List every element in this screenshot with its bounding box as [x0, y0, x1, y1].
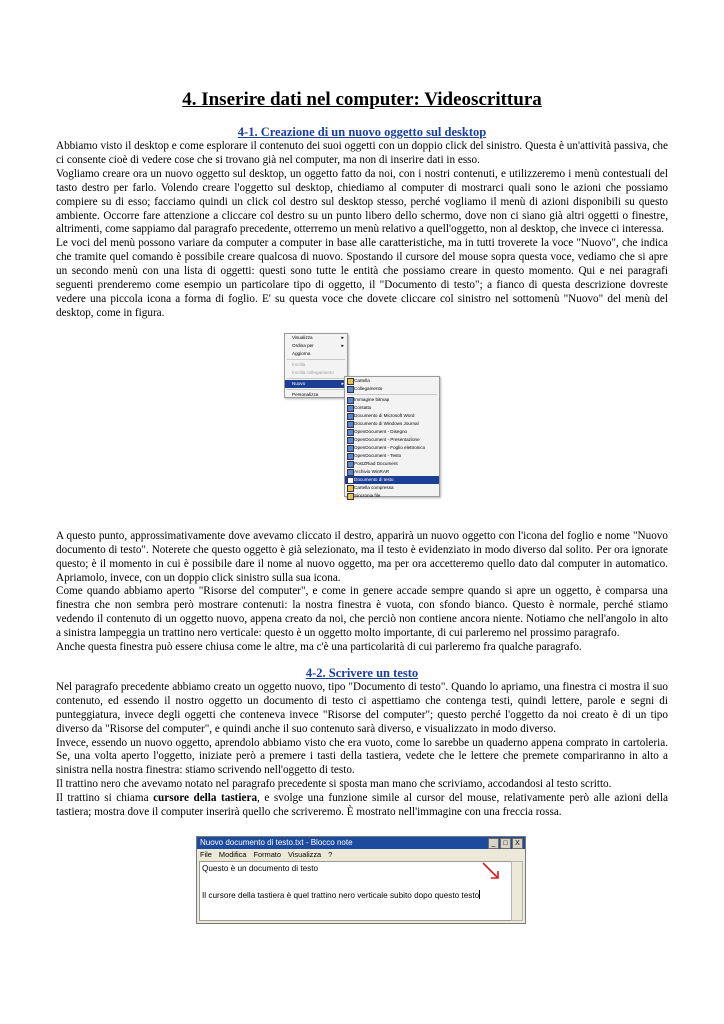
menu-item-personalizza[interactable]: Personalizza: [292, 391, 319, 397]
paragraph: Come quando abbiamo aperto "Risorse del computer", e come in genere accade sempre quando si apre un oggetto, è comparsa una finestra che non sembra però mostrare contenuti: la nostra finestra è vuota, con sfondo bianco. Questo è normale, perché stiamo vedendo il contenuto di un oggetto nuovo, appena creato da noi, che perciò non contiene ancora niente. Notiamo che nell'angolo in alto a sinistra lampeggia un trattino nero verticale: questo è un oggetto molto importante, di cui parleremo nel prossimo paragrafo.: [56, 585, 668, 640]
paragraph: Il trattino nero che avevamo notato nel paragrafo precedente si sposta man mano che scriviamo, accodandosi al testo scritto.: [56, 778, 612, 791]
submenu-item-collegamento[interactable]: Collegamento: [345, 385, 439, 393]
sync-icon: [347, 493, 354, 500]
window-title: Nuovo documento di testo.txt - Blocco note: [200, 838, 353, 847]
menu-separator: [287, 389, 345, 390]
submenu-item-cartella-compressa[interactable]: Cartella compressa: [345, 484, 439, 492]
menu-file[interactable]: File: [200, 850, 212, 859]
menu-help[interactable]: ?: [328, 850, 333, 859]
submenu-arrow-icon: ▸: [341, 334, 344, 341]
menu-separator: [287, 359, 345, 360]
menu-item-aggiorna[interactable]: Aggiorna: [292, 350, 311, 356]
submenu-item-documento-testo[interactable]: Documento di testo: [345, 476, 439, 484]
maximize-button[interactable]: □: [500, 838, 511, 849]
section-heading-4-2[interactable]: 4-2. Scrivere un testo: [305, 665, 419, 680]
context-menu-figure: [56, 330, 668, 516]
submenu-item-cartella[interactable]: Cartella: [345, 377, 439, 385]
submenu-item-od-foglio[interactable]: OpenDocument - Foglio elettronico: [345, 444, 439, 452]
menu-modifica[interactable]: Modifica: [218, 850, 247, 859]
notepad-figure: [56, 836, 668, 926]
paragraph: Invece, essendo un nuovo oggetto, aprendolo abbiamo visto che era vuoto, come lo sarebbe un quaderno appena comprato in cartoleria. Se, una volta aperto l'oggetto, iniziate però a premere i tasti della tastiera, vedete che le lettere che premete compariranno in alto a sinistra nella nostra finestra: stiamo scrivendo nell'oggetto di testo.: [56, 736, 668, 777]
paragraph: Nel paragrafo precedente abbiamo creato un oggetto nuovo, tipo "Documento di testo". Quando lo apriamo, una finestra ci mostra il suo contenuto, ed essendo il nostro oggetto un documento di testo ci aspettiamo che contenga testi, quindi lettere, parole e segni di punteggiatura, invece degli oggetti che conteneva invece "Risorse del computer"; questo perché l'oggetto da noi creato è di un tipo diverso da "Risorse del computer", e quindi anche il suo contenuto sarà diverso, e visualizzato in modo diverso.: [56, 680, 668, 735]
notepad-menu-bar: [197, 849, 525, 860]
submenu-item-od-testo[interactable]: OpenDocument - Testo: [345, 452, 439, 460]
menu-item-incolla-collegamento: Incolla collegamento: [292, 369, 334, 375]
menu-item-visualizza[interactable]: Visualizza ▸: [292, 334, 344, 341]
minimize-button[interactable]: _: [488, 838, 499, 849]
submenu-item-word[interactable]: Documento di Microsoft Word: [345, 412, 439, 420]
page-title: 4. Inserire dati nel computer: Videoscrittura: [182, 89, 542, 110]
paragraph: Abbiamo visto il desktop e come esplorare il contenuto dei suoi oggetti con un doppio click del sinistro. Questa è un'attività passiva, che ci consente cioè di vedere cose che si trovano già nel computer, ma non di inserire dati in esso.: [56, 140, 668, 166]
submenu-item-sincronia[interactable]: Sincronia file: [345, 492, 439, 500]
vertical-scrollbar[interactable]: [511, 861, 523, 921]
nuovo-submenu: [344, 376, 440, 497]
notepad-text-area[interactable]: [199, 861, 513, 921]
red-arrow-icon: [481, 861, 503, 883]
menu-visualizza[interactable]: Visualizza: [287, 850, 322, 859]
submenu-item-postzriad[interactable]: PostZRiad Document: [345, 460, 439, 468]
shortcut-icon: [347, 386, 354, 393]
text-line: Il cursore della tastiera è quel trattino nero verticale subito dopo questo testo: [202, 891, 480, 900]
paragraph: Anche questa finestra può essere chiusa come le altre, ma c'è una particolarità di cui parleremo fra qualche paragrafo.: [56, 641, 582, 654]
notepad-window: [196, 836, 526, 924]
menu-item-ordina[interactable]: Ordina per ▸: [292, 342, 344, 349]
document-page: [56, 88, 668, 926]
text-cursor: [479, 890, 480, 899]
menu-item-incolla: Incolla: [292, 361, 306, 367]
section-heading-4-1[interactable]: 4-1. Creazione di un nuovo oggetto sul desktop: [237, 125, 487, 139]
menu-separator: [347, 394, 437, 395]
submenu-item-contatto[interactable]: Contatto: [345, 404, 439, 412]
paragraph: Il trattino si chiama cursore della tastiera, e svolge una funzione simile al cursor del mouse, relativamente però alle azioni della tastiera; mostra dove il computer inserirà quello che scriveremo. È mostrato nell'immagine con una freccia rossa.: [56, 792, 668, 819]
keyword-bold: cursore della tastiera: [153, 792, 258, 805]
close-button[interactable]: X: [512, 838, 523, 849]
submenu-arrow-icon: ▸: [341, 380, 344, 387]
menu-formato[interactable]: Formato: [253, 850, 281, 859]
menu-item-nuovo[interactable]: Nuovo ▸: [285, 380, 347, 388]
submenu-item-bitmap[interactable]: Immagine bitmap: [345, 396, 439, 404]
paragraph: A questo punto, approssimativamente dove avevamo cliccato il destro, apparirà un nuovo oggetto con l'icona del foglio e nome "Nuovo documento di testo". Noterete che questo oggetto è già selezionato, ma il testo è evidenziato in modo diverso dal solito. Per ora ignorate questo; è il momento in cui è possibile dare il nome al nuovo oggetto, ma per ora accetteremo quello dato dal computer in automatico. Apriamolo, invece, con un doppio click sinistro sulla sua icona.: [56, 529, 668, 584]
submenu-arrow-icon: ▸: [341, 342, 344, 349]
menu-separator: [287, 378, 345, 379]
desktop-context-menu: [284, 333, 348, 398]
text-line: Questo è un documento di testo: [202, 864, 319, 873]
submenu-item-winrar[interactable]: Archivio WinRAR: [345, 468, 439, 476]
submenu-item-od-disegno[interactable]: OpenDocument - Disegno: [345, 428, 439, 436]
notepad-title-bar[interactable]: [197, 837, 525, 849]
submenu-item-od-presentazione[interactable]: OpenDocument - Presentazione: [345, 436, 439, 444]
paragraph: Vogliamo creare ora un nuovo oggetto sul desktop, un oggetto fatto da noi, con i nostri contenuti, e utilizzeremo i menù contestuali del tasto destro per farlo. Volendo creare l'oggetto sul desktop, chiediamo al computer di mostrarci quali sono le azioni che possiamo compiere su di esso; facciamo quindi un click col destro sul desktop stesso, perché vogliamo il menù di azioni disponibili su questo ambiente. Occorre fare attenzione a cliccare col destro su un punto libero dello schermo, dove non ci siano già altri oggetti o finestre, altrimenti, come sappiamo dal paragrafo precedente, otterremo un menù relativo a quell'oggetto, non al desktop, che invece ci interessa.: [56, 167, 668, 236]
paragraph: Le voci del menù possono variare da computer a computer in base alle caratteristiche, ma in tutti troverete la voce "Nuovo", che indica che tramite quel comando è possibile creare qualcosa di nuovo. Spostando il cursore del mouse sopra questa voce, vediamo che si apre un secondo menù con una lista di oggetti: questi sono tutte le entità che possiamo creare in questo momento. Qui e nei paragrafi seguenti prenderemo come esempio un particolare tipo di oggetto, il "Documento di testo"; a fianco di questa descrizione dovreste vedere una piccola icona a forma di foglio. E' su questa voce che dovete cliccare col sinistro nel sottomenù "Nuovo" del menù del desktop, come in figura.: [56, 237, 668, 319]
submenu-item-journal[interactable]: Documento di Windows Journal: [345, 420, 439, 428]
